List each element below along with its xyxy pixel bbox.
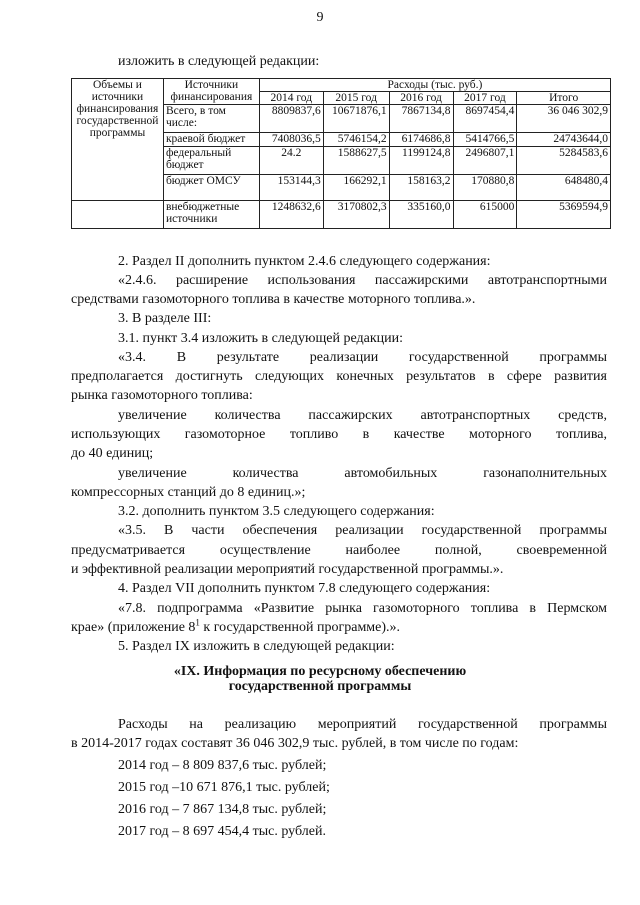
- year-line: 2015 год –10 671 876,1 тыс. рублей;: [118, 780, 330, 795]
- paragraph: рынка газомоторного топлива:: [71, 388, 253, 403]
- cell-value: 5284583,6: [517, 147, 611, 175]
- cell-value: 335160,0: [389, 201, 453, 229]
- paragraph: предполагается достигнуть следующих конечных результатов в сфере развития: [71, 369, 607, 384]
- cell-value: 153144,3: [259, 175, 323, 201]
- cell-value: 24.2: [259, 147, 323, 175]
- year-line: 2017 год – 8 697 454,4 тыс. рублей.: [118, 824, 326, 839]
- paragraph: средствами газомоторного топлива в качестве моторного топлива.».: [71, 292, 476, 307]
- empty-cell: [72, 201, 164, 229]
- heading-line: государственной программы: [228, 679, 412, 694]
- col1-header: Объемы и источники финансирования государственной программы: [72, 79, 164, 201]
- paragraph: в 2014-2017 годах составят 36 046 302,9 тыс. рублей, в том числе по годам:: [71, 736, 519, 751]
- paragraph: «7.8. подпрограмма «Развитие рынка газомоторного топлива в Пермском: [118, 601, 607, 616]
- page-number: 9: [316, 10, 324, 25]
- cell-value: 8809837,6: [259, 105, 323, 133]
- cell-value: 1199124,8: [389, 147, 453, 175]
- cell-value: 10671876,1: [323, 105, 389, 133]
- cell-value: 648480,4: [517, 175, 611, 201]
- paragraph: 3.1. пункт 3.4 изложить в следующей редакции:: [118, 331, 403, 346]
- year-header: 2017 год: [453, 92, 517, 105]
- cell-value: 1248632,6: [259, 201, 323, 229]
- cell-value: 615000: [453, 201, 517, 229]
- paragraph: компрессорных станций до 8 единиц.»;: [71, 485, 306, 500]
- cell-value: 3170802,3: [323, 201, 389, 229]
- cell-value: 8697454,4: [453, 105, 517, 133]
- paragraph: предусматривается осуществление наиболее полной, своевременной: [71, 543, 607, 558]
- heading-line: «IX. Информация по ресурсному обеспечению: [173, 664, 467, 679]
- cell-value: 2496807,1: [453, 147, 517, 175]
- cell-value: 166292,1: [323, 175, 389, 201]
- source-label: бюджет ОМСУ: [163, 175, 259, 201]
- cell-value: 6174686,8: [389, 133, 453, 147]
- paragraph: увеличение количества пассажирских автотранспортных средств,: [118, 408, 607, 423]
- expenses-header: Расходы (тыс. руб.): [259, 79, 610, 92]
- source-label: федеральный бюджет: [163, 147, 259, 175]
- superscript: 1: [195, 617, 200, 628]
- paragraph: [71, 618, 400, 637]
- year-header: 2014 год: [259, 92, 323, 105]
- source-label: Всего, в том числе:: [163, 105, 259, 133]
- year-header: 2016 год: [389, 92, 453, 105]
- paragraph: 2. Раздел II дополнить пунктом 2.4.6 следующего содержания:: [118, 254, 491, 269]
- year-header: 2015 год: [323, 92, 389, 105]
- paragraph: 3.2. дополнить пунктом 3.5 следующего содержания:: [118, 504, 435, 519]
- cell-value: 7408036,5: [259, 133, 323, 147]
- cell-value: 1588627,5: [323, 147, 389, 175]
- paragraph: «2.4.6. расширение использования пассажирскими автотранспортными: [118, 273, 607, 288]
- cell-value: 24743644,0: [517, 133, 611, 147]
- source-label: краевой бюджет: [163, 133, 259, 147]
- paragraph: и эффективной реализации мероприятий государственной программы.».: [71, 562, 504, 577]
- paragraph: 4. Раздел VII дополнить пунктом 7.8 следующего содержания:: [118, 581, 491, 596]
- paragraph: Расходы на реализацию мероприятий государственной программы: [118, 717, 607, 732]
- cell-value: 36 046 302,9: [517, 105, 611, 133]
- paragraph: 3. В разделе III:: [118, 311, 212, 326]
- cell-value: 5369594,9: [517, 201, 611, 229]
- cell-value: 158163,2: [389, 175, 453, 201]
- paragraph: «3.4. В результате реализации государственной программы: [118, 350, 607, 365]
- cell-value: 5746154,2: [323, 133, 389, 147]
- paragraph: использующих газомоторное топливо в качестве моторного топлива,: [71, 427, 607, 442]
- paragraph: увеличение количества автомобильных газонаполнительных: [118, 466, 607, 481]
- cell-value: 7867134,8: [389, 105, 453, 133]
- cell-value: 170880,8: [453, 175, 517, 201]
- table-row: [72, 201, 611, 229]
- total-header: Итого: [517, 92, 611, 105]
- table-header-row: [72, 79, 611, 92]
- paragraph: «3.5. В части обеспечения реализации государственной программы: [118, 523, 607, 538]
- source-label: внебюджетные источники: [163, 201, 259, 229]
- paragraph: до 40 единиц;: [71, 446, 154, 461]
- financing-table: [71, 78, 611, 229]
- year-line: 2014 год – 8 809 837,6 тыс. рублей;: [118, 758, 327, 773]
- paragraph-text: крае» (приложение 8: [71, 620, 196, 635]
- year-line: 2016 год – 7 867 134,8 тыс. рублей;: [118, 802, 327, 817]
- cell-value: 5414766,5: [453, 133, 517, 147]
- section-heading: [0, 664, 640, 694]
- intro-line: изложить в следующей редакции:: [118, 54, 320, 69]
- col2-header: Источники финансирования: [163, 79, 259, 105]
- paragraph-text: к государственной программе).».: [199, 620, 401, 635]
- paragraph: 5. Раздел IX изложить в следующей редакции:: [118, 639, 395, 654]
